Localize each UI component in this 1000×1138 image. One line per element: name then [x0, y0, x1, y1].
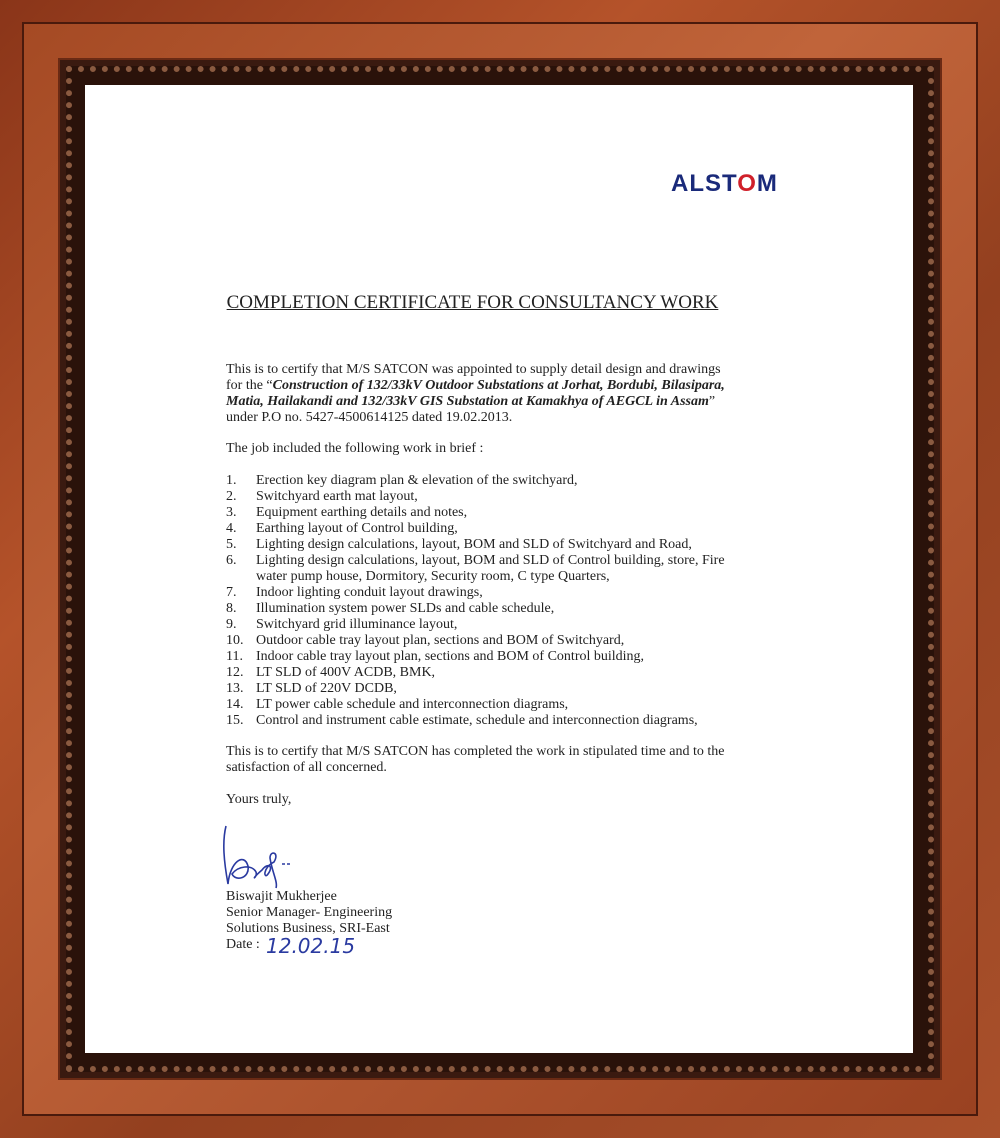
list-item	[226, 505, 746, 521]
item-text: Switchyard earth mat layout,	[256, 489, 418, 504]
completion-paragraph: This is to certify that M/S SATCON has completed the work in stipulated time and to the satisfaction of all concerned.	[226, 744, 725, 775]
item-number: 6.	[226, 553, 237, 568]
item-text: Illumination system power SLDs and cable schedule,	[256, 601, 555, 616]
list-item	[226, 585, 746, 601]
signatory-role: Senior Manager- Engineering	[226, 905, 393, 920]
item-number: 4.	[226, 521, 237, 536]
item-text: Erection key diagram plan & elevation of the switchyard,	[256, 473, 578, 488]
list-item	[226, 633, 746, 649]
item-text: Equipment earthing details and notes,	[256, 505, 468, 520]
item-text: Switchyard grid illuminance layout,	[256, 617, 458, 632]
list-item	[226, 681, 746, 697]
list-item	[226, 553, 746, 585]
list-item	[226, 713, 746, 729]
project-name: Construction of 132/33kV Outdoor Substations at Jorhat, Bordubi, Bilasipara, Matia, Hailakandi and 132/33kV GIS Substation at Kamakhya of AEGCL in Assam	[226, 378, 725, 409]
list-item	[226, 649, 746, 665]
list-item	[226, 521, 746, 537]
list-item	[226, 473, 746, 489]
certificate-title: COMPLETION CERTIFICATE FOR CONSULTANCY WORK	[226, 292, 719, 313]
item-number: 13.	[226, 681, 244, 696]
list-item	[226, 617, 746, 633]
list-item	[226, 601, 746, 617]
intro-pre: This is to certify that M/S SATCON was appointed to supply detail design and drawings for the “	[226, 362, 721, 393]
item-number: 15.	[226, 713, 244, 728]
logo-o: O	[737, 170, 757, 197]
intro-paragraph	[226, 362, 736, 426]
date-label: Date :	[226, 937, 260, 952]
item-number: 7.	[226, 585, 237, 600]
item-number: 11.	[226, 649, 243, 664]
item-text: Earthing layout of Control building,	[256, 521, 458, 536]
item-number: 10.	[226, 633, 244, 648]
item-number: 1.	[226, 473, 237, 488]
item-number: 12.	[226, 665, 244, 680]
work-list	[226, 473, 746, 729]
signature	[218, 822, 298, 890]
item-text: Lighting design calculations, layout, BOM and SLD of Control building, store, Fire water pump house, Dormitory, Security room, C type Quarters,	[256, 553, 725, 584]
list-item	[226, 537, 746, 553]
item-text: Outdoor cable tray layout plan, sections and BOM of Switchyard,	[256, 633, 625, 648]
item-text: Control and instrument cable estimate, schedule and interconnection diagrams,	[256, 713, 698, 728]
item-number: 14.	[226, 697, 244, 712]
item-text: LT SLD of 220V DCDB,	[256, 681, 397, 696]
handwritten-date: 12.02.15	[266, 934, 356, 958]
item-text: LT SLD of 400V ACDB, BMK,	[256, 665, 436, 680]
logo-text: ALST	[671, 170, 738, 197]
logo-text-end: M	[756, 170, 778, 197]
item-text: Indoor cable tray layout plan, sections and BOM of Control building,	[256, 649, 645, 664]
list-item	[226, 489, 746, 505]
item-number: 3.	[226, 505, 237, 520]
signatory-unit: Solutions Business, SRI-East	[226, 921, 390, 936]
item-text: LT power cable schedule and interconnection diagrams,	[256, 697, 569, 712]
list-item	[226, 697, 746, 713]
item-text: Lighting design calculations, layout, BOM and SLD of Switchyard and Road,	[256, 537, 692, 552]
signatory-name: Biswajit Mukherjee	[226, 889, 337, 904]
item-number: 8.	[226, 601, 237, 616]
item-text: Indoor lighting conduit layout drawings,	[256, 585, 483, 600]
list-item	[226, 665, 746, 681]
job-intro: The job included the following work in brief :	[226, 441, 484, 456]
item-number: 5.	[226, 537, 237, 552]
closing: Yours truly,	[226, 792, 292, 807]
item-number: 2.	[226, 489, 237, 504]
intro-post: ” under P.O no. 5427-4500614125 dated 19.02.2013.	[226, 394, 716, 425]
item-number: 9.	[226, 617, 237, 632]
alstom-logo	[671, 170, 778, 198]
